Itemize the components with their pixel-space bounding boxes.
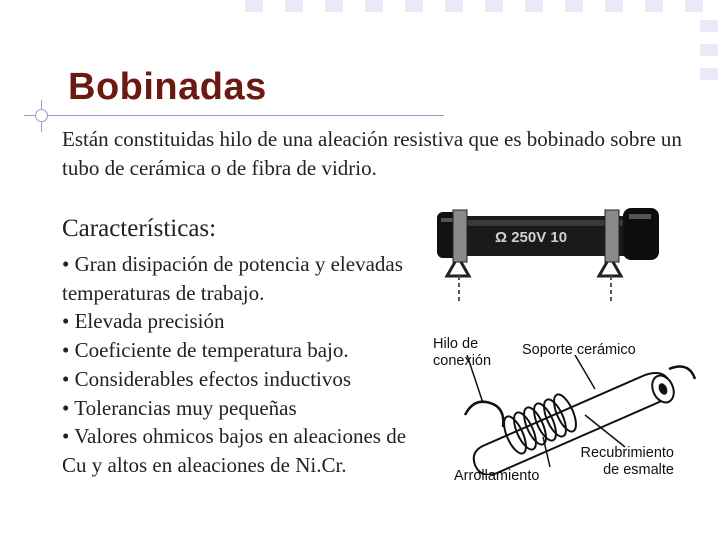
resistor-marking: Ω 250V 10 [495,229,568,246]
list-item: • Gran disipación de potencia y elevadas temperaturas de trabajo. [62,252,403,305]
decorative-grid-top [245,0,720,14]
list-item: • Considerables efectos inductivos [62,366,352,391]
label-arrollamiento: Arrollamiento [454,468,540,484]
title-rule-ring [35,109,48,122]
slide-title: Bobinadas [68,66,267,108]
list-item: • Coeficiente de temperatura bajo. [62,338,349,363]
label-recubrimiento [562,445,674,479]
list-item: • Elevada precisión [62,309,225,334]
characteristics-list [62,250,422,480]
label-hilo-conexion: Hilo de conexión [433,336,492,369]
title-underline [24,115,444,116]
label-soporte-ceramico: Soporte cerámico [522,342,636,358]
list-item: • Valores ohmicos bajos en aleaciones de Cu y altos en aleaciones de Ni.Cr. [62,424,407,477]
list-item: • Tolerancias muy pequeñas [62,395,297,420]
resistor-photo [425,190,705,310]
intro-paragraph: Están constituidas hilo de una aleación resistiva que es bobinado sobre un tubo de cerámica o de fibra de vidrio. [62,127,682,180]
decorative-grid-right [696,0,720,90]
label-recubrimiento-line2: de esmalte [603,462,674,478]
characteristics-heading: Características: [62,215,217,242]
label-recubrimiento-line1: Recubrimiento [580,445,674,461]
